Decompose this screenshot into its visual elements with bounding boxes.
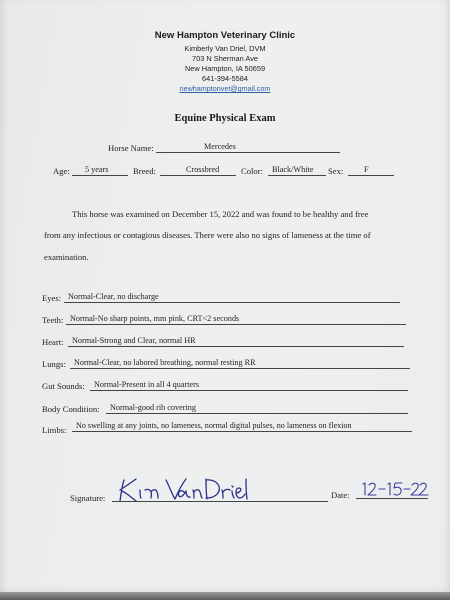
sex-value: F <box>364 165 369 174</box>
age-value: 5 years <box>85 165 109 174</box>
eyes-label: Eyes: <box>42 293 62 303</box>
gut-sounds-value: Normal-Present in all 4 quarters <box>94 380 200 389</box>
eyes-line <box>64 302 400 303</box>
lungs-label: Lungs: <box>42 359 66 369</box>
date-line <box>356 498 428 499</box>
page-title: Equine Physical Exam <box>174 113 276 124</box>
handwritten-date <box>360 480 430 498</box>
breed-value: Crossbred <box>186 165 220 174</box>
date-label: Date: <box>331 490 350 500</box>
clinic-email-link[interactable]: newhamptonvet@gmail.com <box>179 84 271 93</box>
statement-line-1: This horse was examined on December 15, 2022 and was found to be healthy and free <box>72 209 369 219</box>
gut-sounds-line <box>90 390 408 391</box>
lungs-line <box>70 368 410 369</box>
statement-line-2: from any infectious or contagious diseases. There were also no signs of lameness at the time of <box>44 230 371 240</box>
doctor-name: Kimberly Van Driel, DVM <box>184 44 266 53</box>
teeth-value: Normal-No sharp points, mm pink, CRT<2 seconds <box>70 314 240 323</box>
clinic-city: New Hampton, IA 50659 <box>184 64 266 73</box>
gut-sounds-label: Gut Sounds: <box>42 381 85 391</box>
handwritten-signature <box>118 476 248 504</box>
sex-line <box>348 165 394 176</box>
horse-name-label: Horse Name: <box>108 143 154 153</box>
clinic-street: 703 N Sherman Ave <box>191 54 258 63</box>
age-label: Age: <box>53 166 70 176</box>
signature-label: Signature: <box>70 493 106 503</box>
lungs-value: Normal-Clear, no labored breathing, normal resting RR <box>74 358 256 367</box>
limbs-line <box>72 431 412 432</box>
heart-value: Normal-Strong and Clear, normal HR <box>72 336 196 345</box>
horse-name-line <box>156 142 340 153</box>
eyes-value: Normal-Clear, no discharge <box>68 292 159 301</box>
body-condition-line <box>106 413 408 414</box>
limbs-label: Limbs: <box>42 425 67 435</box>
horse-name-value: Mercedes <box>204 142 236 151</box>
page-bottom-edge <box>0 592 450 600</box>
body-condition-label: Body Condition: <box>42 404 100 414</box>
heart-label: Heart: <box>42 337 64 347</box>
color-value: Black/White <box>272 165 314 174</box>
color-label: Color: <box>241 166 263 176</box>
sex-label: Sex: <box>328 166 344 176</box>
clinic-name: New Hampton Veterinary Clinic <box>154 30 296 41</box>
teeth-label: Teeth: <box>42 315 64 325</box>
teeth-line <box>66 324 406 325</box>
limbs-value: No swelling at any joints, no lameness, normal digital pulses, no lameness on flexion <box>76 421 352 430</box>
body-condition-value: Normal-good rib covering <box>110 403 196 412</box>
clinic-phone: 641-394-5584 <box>201 74 249 83</box>
heart-line <box>68 346 404 347</box>
breed-label: Breed: <box>133 166 156 176</box>
statement-line-3: examination. <box>44 252 89 262</box>
